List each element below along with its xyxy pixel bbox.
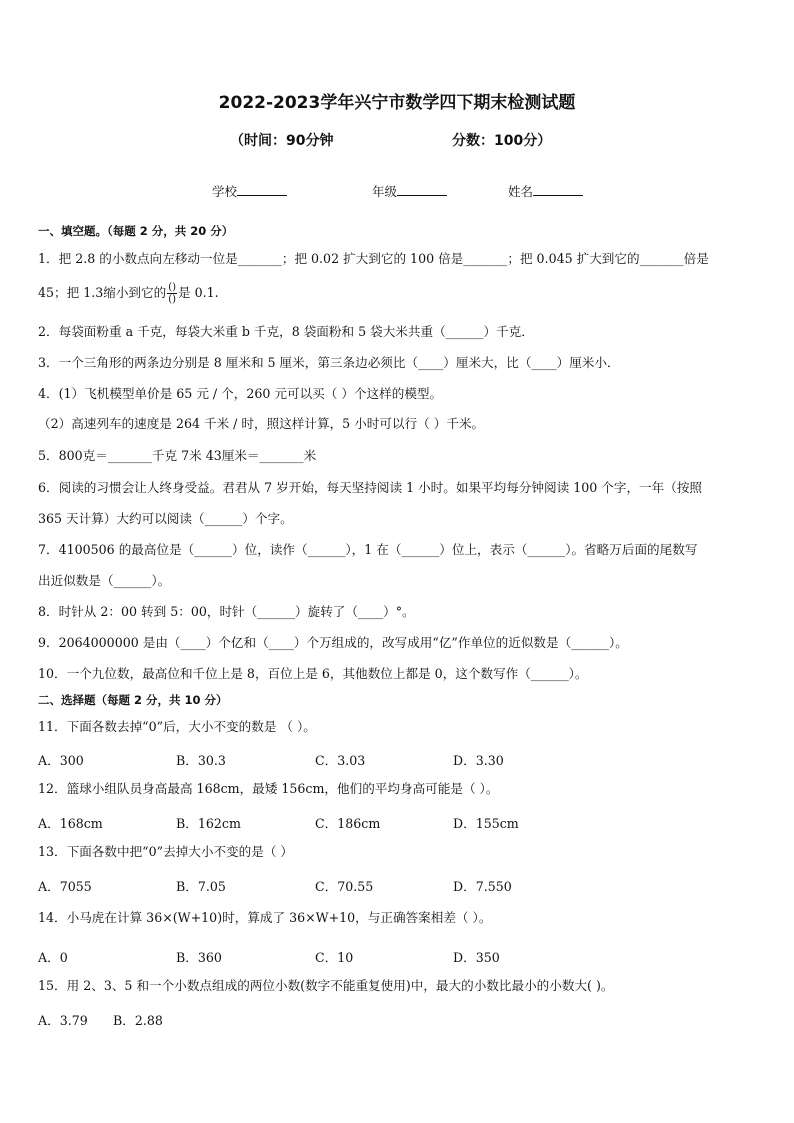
question-15: 15．用 2、3、5 和一个小数点组成的两位小数(数字不能重复使用)中，最大的小数比最小的小数大( )。 — [38, 978, 614, 993]
question-11: 11．下面各数去掉“0”后，大小不变的数是 （ ）。 — [38, 719, 316, 734]
question-1-text-a: 45；把 1.3缩小到它的 — [38, 285, 167, 300]
q11-option-a[interactable]: A．300 — [38, 753, 84, 768]
exam-time: （时间：90分钟 — [230, 133, 334, 149]
q14-option-b[interactable]: B．360 — [176, 950, 222, 965]
grade-label: 年级 — [372, 184, 398, 199]
q13-option-b[interactable]: B．7.05 — [176, 879, 226, 894]
q15-option-b[interactable]: B．2.88 — [113, 1013, 163, 1028]
grade-field[interactable] — [372, 182, 447, 200]
q14-option-c[interactable]: C．10 — [315, 950, 354, 965]
question-6-line-2: 365 天计算）大约可以阅读（______）个字。 — [38, 511, 293, 526]
q13-option-c[interactable]: C．70.55 — [315, 879, 374, 894]
q12-option-d[interactable]: D．155cm — [453, 816, 519, 831]
q11-option-d[interactable]: D．3.30 — [453, 753, 504, 768]
q14-option-d[interactable]: D．350 — [453, 950, 500, 965]
question-1-line-1: 1．把 2.8 的小数点向左移动一位是_______；把 0.02 扩大到它的 100 倍是_______；把 0.045 扩大到它的_______倍是 — [38, 251, 709, 266]
section-fill-blank-heading: 一、填空题。（每题 2 分，共 20 分） — [38, 224, 234, 238]
fraction-denominator: () — [168, 294, 177, 305]
q13-option-a[interactable]: A．7055 — [38, 879, 92, 894]
question-13: 13．下面各数中把“0”去掉大小不变的是（ ） — [38, 844, 294, 859]
school-label: 学校 — [212, 184, 238, 199]
question-5: 5．800克＝_______千克 7米 43厘米＝_______米 — [38, 448, 317, 463]
exam-score: 分数：100分） — [452, 133, 552, 149]
q12-option-c[interactable]: C．186cm — [315, 816, 381, 831]
question-1-line-2 — [38, 282, 219, 305]
q15-option-a[interactable]: A．3.79 — [38, 1013, 88, 1028]
name-label: 姓名 — [508, 184, 534, 199]
q12-option-a[interactable]: A．168cm — [38, 816, 103, 831]
exam-title: 2022-2023学年兴宁市数学四下期末检测试题 — [218, 93, 576, 113]
school-blank[interactable] — [237, 183, 287, 196]
fraction-numerator: () — [168, 282, 177, 293]
question-8: 8．时针从 2：00 转到 5：00，时针（______）旋转了（____）°。 — [38, 604, 415, 619]
blank-fraction[interactable] — [167, 282, 177, 305]
question-4-part-2: （2）高速列车的速度是 264 千米 / 时，照这样计算，5 小时可以行（ ）千米。 — [38, 416, 485, 431]
q12-option-b[interactable]: B．162cm — [176, 816, 241, 831]
question-10: 10．一个九位数，最高位和千位上是 8，百位上是 6，其他数位上都是 0，这个数写作（______）。 — [38, 666, 588, 681]
question-3: 3．一个三角形的两条边分别是 8 厘米和 5 厘米，第三条边必须比（____）厘米大，比（____）厘米小． — [38, 355, 620, 370]
q14-option-a[interactable]: A．0 — [38, 950, 68, 965]
q11-option-b[interactable]: B．30.3 — [176, 753, 226, 768]
question-7-line-1: 7．4100506 的最高位是（______）位，读作（______），1 在（______）位上，表示（______）。省略万后面的尾数写 — [38, 542, 698, 557]
question-1-text-b: 是 0.1. — [178, 285, 219, 300]
question-14: 14．小马虎在计算 36×(W+10)时，算成了 36×W+10，与正确答案相差（ ）。 — [38, 910, 492, 925]
section-choice-heading: 二、选择题（每题 2 分，共 10 分） — [38, 693, 228, 707]
question-6-line-1: 6．阅读的习惯会让人终身受益。君君从 7 岁开始，每天坚持阅读 1 小时。如果平均每分钟阅读 100 个字，一年（按照 — [38, 480, 703, 495]
question-7-line-2: 出近似数是（______）。 — [38, 573, 171, 588]
grade-blank[interactable] — [397, 183, 447, 196]
question-12: 12．篮球小组队员身高最高 168cm，最矮 156cm，他们的平均身高可能是（ ）。 — [38, 781, 499, 796]
name-field[interactable] — [508, 182, 583, 200]
question-2: 2．每袋面粉重 a 千克，每袋大米重 b 千克，8 袋面粉和 5 袋大米共重（______）千克． — [38, 324, 534, 339]
name-blank[interactable] — [533, 183, 583, 196]
q11-option-c[interactable]: C．3.03 — [315, 753, 366, 768]
school-field[interactable] — [212, 182, 287, 200]
question-4-part-1: 4．(1）飞机模型单价是 65 元 / 个，260 元可以买（ ）个这样的模型。 — [38, 386, 443, 401]
question-9: 9．2064000000 是由（____）个亿和（____）个万组成的，改写成用“亿”作单位的近似数是（______）。 — [38, 635, 628, 650]
q13-option-d[interactable]: D．7.550 — [453, 879, 512, 894]
